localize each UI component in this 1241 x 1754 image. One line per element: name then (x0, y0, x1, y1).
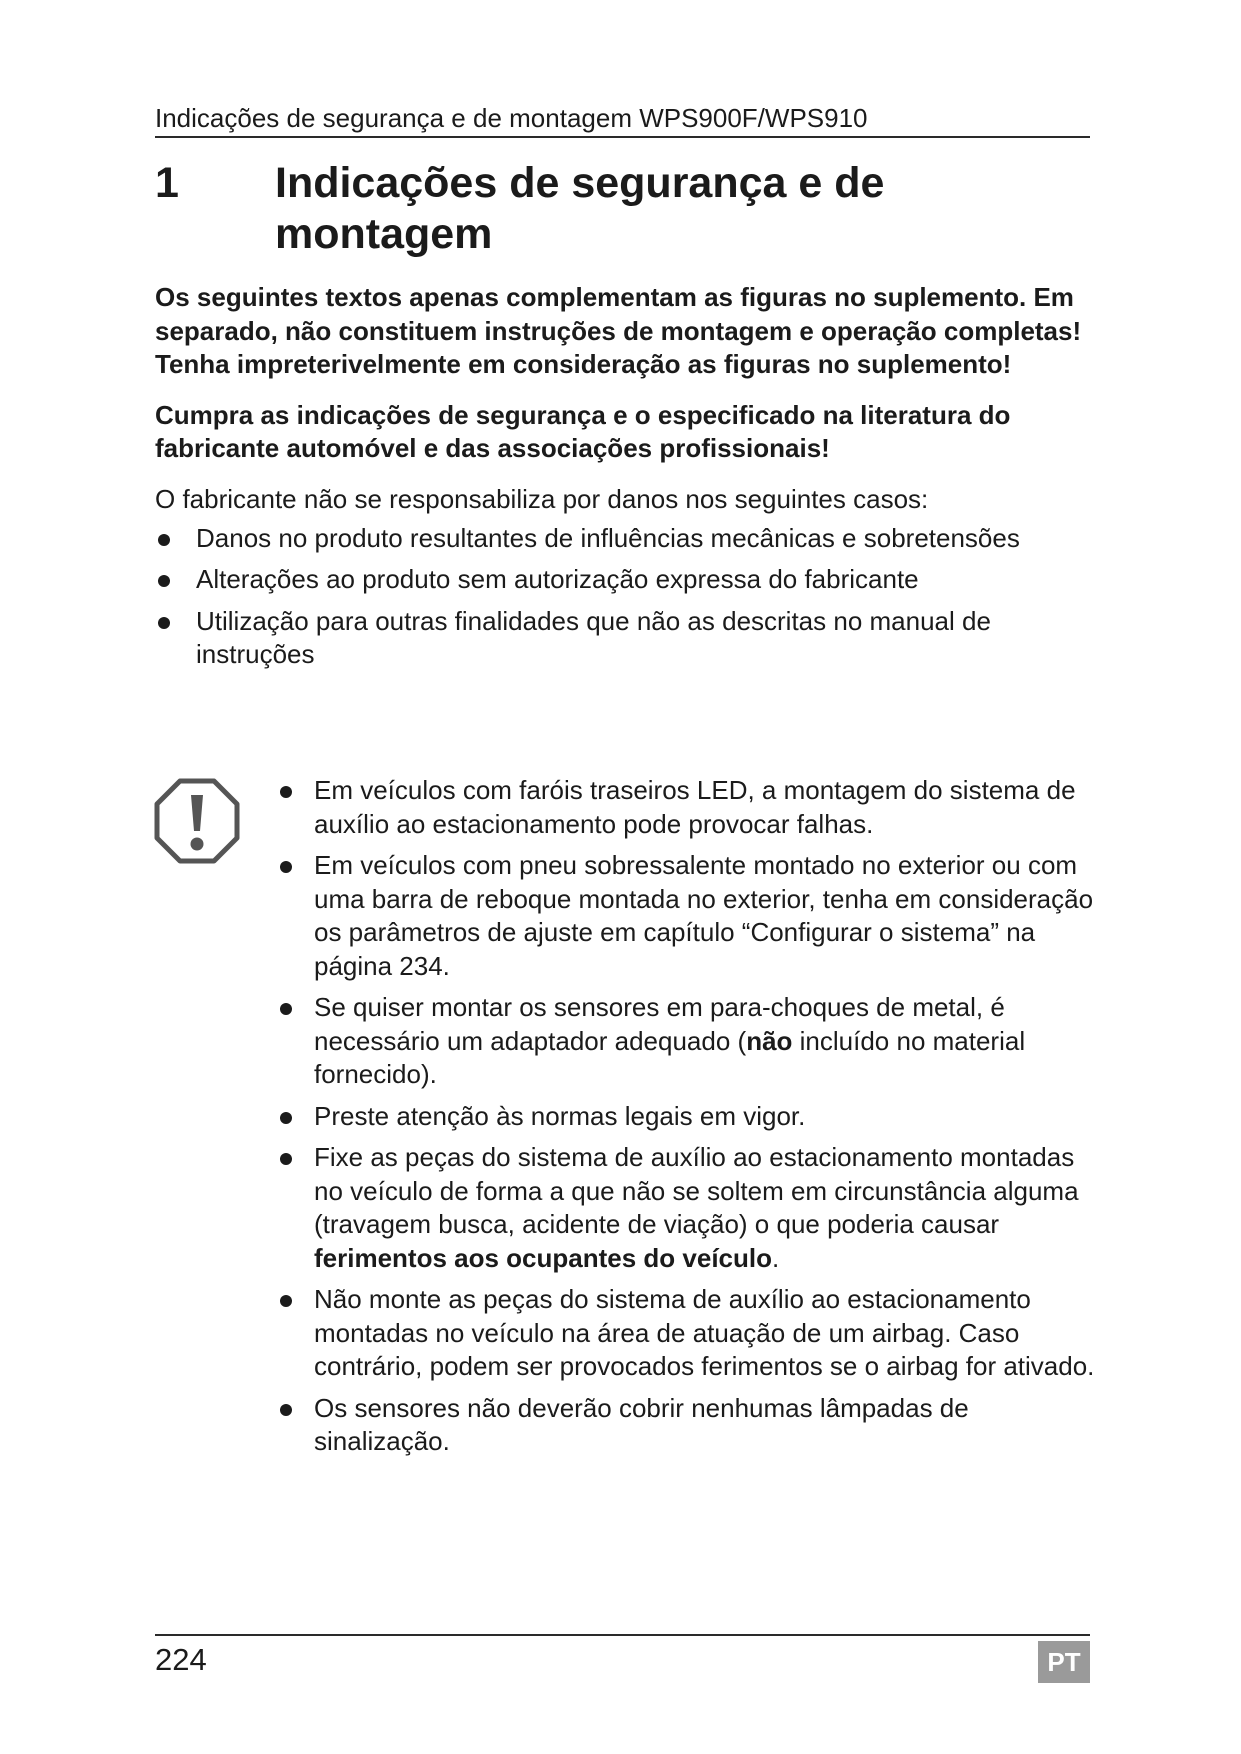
bullet-dot (280, 861, 292, 873)
chapter-title (155, 158, 1090, 260)
list-item (273, 1283, 1098, 1384)
list-item-text: Os sensores não deverão cobrir nenhumas lâmpadas de sinalização. (314, 1392, 969, 1456)
emphasis: ferimentos aos ocupantes do veículo (314, 1242, 772, 1273)
list-item (273, 991, 1098, 1092)
running-header: Indicações de segurança e de montagem WPS900F/WPS910 (155, 102, 1090, 138)
bullet-dot (158, 575, 170, 587)
list-item-text: Em veículos com pneu sobressalente montado no exterior ou com uma barra de reboque montada no exterior, tenha em consideração os parâmetros de ajuste em capítulo “Configurar o sistema” na página 234. (314, 850, 1094, 981)
safety-literature-note: Cumpra as indicações de segurança e o especificado na literatura do fabricante automóvel e das associações profissionais! (155, 399, 1011, 463)
list-item (273, 1392, 1098, 1459)
page-number: 224 (155, 1642, 207, 1677)
liability-intro: O fabricante não se responsabiliza por danos nos seguintes casos: (155, 483, 929, 514)
supplement-note: Os seguintes textos apenas complementam as figuras no suplemento. Em separado, não constituem instruções de montagem e operação completas! Tenha impreterivelmente em consideração as figuras no suplemento! (155, 282, 1082, 379)
language-badge: PT (1038, 1641, 1090, 1683)
chapter-title-line-1: Indicações de segurança e de (275, 159, 885, 207)
emphasis: não (746, 1025, 793, 1056)
bullet-dot (280, 786, 292, 798)
bullet-dot (280, 1112, 292, 1124)
bullet-dot (280, 1003, 292, 1015)
list-item (273, 849, 1098, 983)
list-item-text: Utilização para outras finalidades que não as descritas no manual de instruções (196, 605, 991, 669)
list-item-text: Fixe as peças do sistema de auxílio ao estacionamento montadas no veículo de forma a que não se soltem em circunstância alguma (travagem busca, acidente de viação) o que poderia causar ferimentos aos ocupantes do veículo. (314, 1142, 1079, 1273)
list-item (273, 1100, 1098, 1134)
warning-list (273, 774, 1098, 1467)
list-item (155, 605, 1090, 672)
list-item-text: Danos no produto resultantes de influências mecânicas e sobretensões (196, 522, 1020, 553)
list-item (155, 563, 1090, 597)
intro-section (155, 281, 1090, 680)
bullet-dot (158, 617, 170, 629)
list-item-text: Em veículos com faróis traseiros LED, a montagem do sistema de auxílio ao estacionamento pode provocar falhas. (314, 775, 1076, 839)
bullet-dot (280, 1404, 292, 1416)
chapter-number: 1 (155, 159, 179, 207)
list-item-text: Alterações ao produto sem autorização expressa do fabricante (196, 564, 919, 594)
bullet-dot (280, 1295, 292, 1307)
list-item-text: Não monte as peças do sistema de auxílio ao estacionamento montadas no veículo na área de atuação de um airbag. Caso contrário, podem ser provocados ferimentos se o airbag for ativado. (314, 1284, 1095, 1381)
list-item (273, 774, 1098, 841)
bullet-dot (158, 534, 170, 546)
liability-list (155, 522, 1090, 672)
bullet-dot (280, 1153, 292, 1165)
chapter-title-line-2: montagem (275, 210, 493, 258)
list-item (273, 1141, 1098, 1275)
list-item (155, 522, 1090, 556)
list-item-text: Preste atenção às normas legais em vigor. (314, 1100, 806, 1131)
list-item-text: Se quiser montar os sensores em para-choques de metal, é necessário um adaptador adequado (não incluído no material fornecido). (314, 992, 1026, 1089)
footer-divider (155, 1634, 1090, 1636)
warning-exclamation-icon (154, 778, 240, 864)
